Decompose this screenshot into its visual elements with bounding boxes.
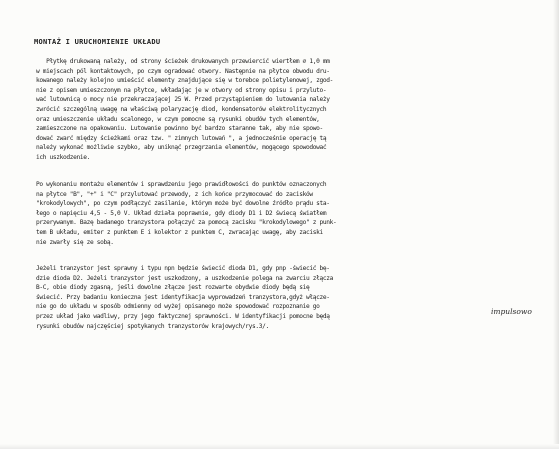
text-line: nie z opisem umieszczonym na płytce, wkładając je w otwory od strony opisu i przyluto- [36,86,327,94]
text-line: B-C, obie diody zgasną, jeśli dowolne złącze jest rozwarte obydwie diody będą się [36,284,310,292]
text-line: należy wykonać możliwie szybko, aby uniknąć przegrzania elementów, mogącego spowodować [36,144,327,152]
text-line: w miejscach pól kontaktowych, po czym ogradować otwory. Następnie na płytce obwodu dru- [36,67,330,75]
text-line: wać lutownicą o mocy nie przekraczającej 25 W. Przed przystąpieniem do lutowania należy [36,96,330,104]
text-line: łego o napięciu 4,5 - 5,0 V. Układ działa poprawnie, gdy diody D1 i D2 świecą światłem [36,209,327,217]
paragraph-assembly [36,57,333,163]
text-line: Po wykonaniu montażu elementów i sprawdzeniu jego prawidłowości do punktów oznaczonych [36,181,327,188]
text-line: tem B układu, emiter z punktem E i kolektor z punktem C, zwracając uwagę, aby zaciski [36,228,323,236]
page-bottom-shadow [0,444,559,449]
text-line: Jeżeli tranzystor jest sprawny i typu npn będzie świecić dioda D1, gdy pnp -świecić bę- [36,265,330,272]
text-line: kowanego należy kolejno umieścić elementy znajdujące się w torebce polietylenowej, zgod- [36,77,334,85]
text-line: przerywanym. Bazę badanego tranzystora połączyć za pomocą zacisku "krokodylowego" z punk- [36,219,337,227]
text-line: rysunki obudów najczęściej spotykanych tranzystorów krajowych/rys.3/. [36,322,269,330]
text-line: dzie dioda D2. Jeżeli tranzystor jest uszkodzony, a uszkodzenie polega na zwarciu złącza [36,274,334,282]
text-line: nie go do układu w sposób odmienny od wyżej opisanego może spowodować rozpoznanie go [36,303,320,311]
text-line: "krokodylowych", po czym podłączyć zasilanie, którym może być dowolne źródło prądu sta- [36,200,330,208]
text-line: dować zwarć między ścieżkami oraz tzw. " zimnych lutowań ", a jednocześnie operację tą [36,134,327,142]
paragraph-testing-setup [36,180,336,247]
document-heading: MONTAŻ I URUCHOMIENIE UKŁADU [34,38,161,46]
text-line: zamieszczone na opakowaniu. Lutowanie powinno być bardzo staranne tak, aby nie spowo- [36,125,323,133]
text-line: Płytkę drukowaną należy, od strony ścieżek drukowanych przewiercić wiertłem ∅ 1,0 mm [36,58,330,65]
text-line: zwrócić szczególną uwagę na właściwą polaryzację diod, kondensatorów elektrolitycznych [36,105,327,113]
text-line: nie zwarły się ze sobą. [36,238,114,246]
text-line: na płytce "B", "+" i "C" przylutować przewody, z ich końce przymocować do zacisków [36,190,313,198]
text-line: ich uszkodzenie. [36,153,91,161]
text-line: oraz umieszczenie układu scalonego, w czym pomocne są rysunki obudów tych elementów, [36,115,320,123]
text-line: przez układ jako wadliwy, przy jego faktycznej sprawności. W identyfikacji pomocne będą [36,312,330,320]
text-line: świecić. Przy badaniu konieczna jest identyfikacja wyprowadzeń tranzystora,gdyż włącze- [36,293,330,301]
handwritten-annotation: impulsowo [491,307,532,316]
paragraph-diagnosis [36,264,333,331]
page-edge-shadow [553,0,559,449]
